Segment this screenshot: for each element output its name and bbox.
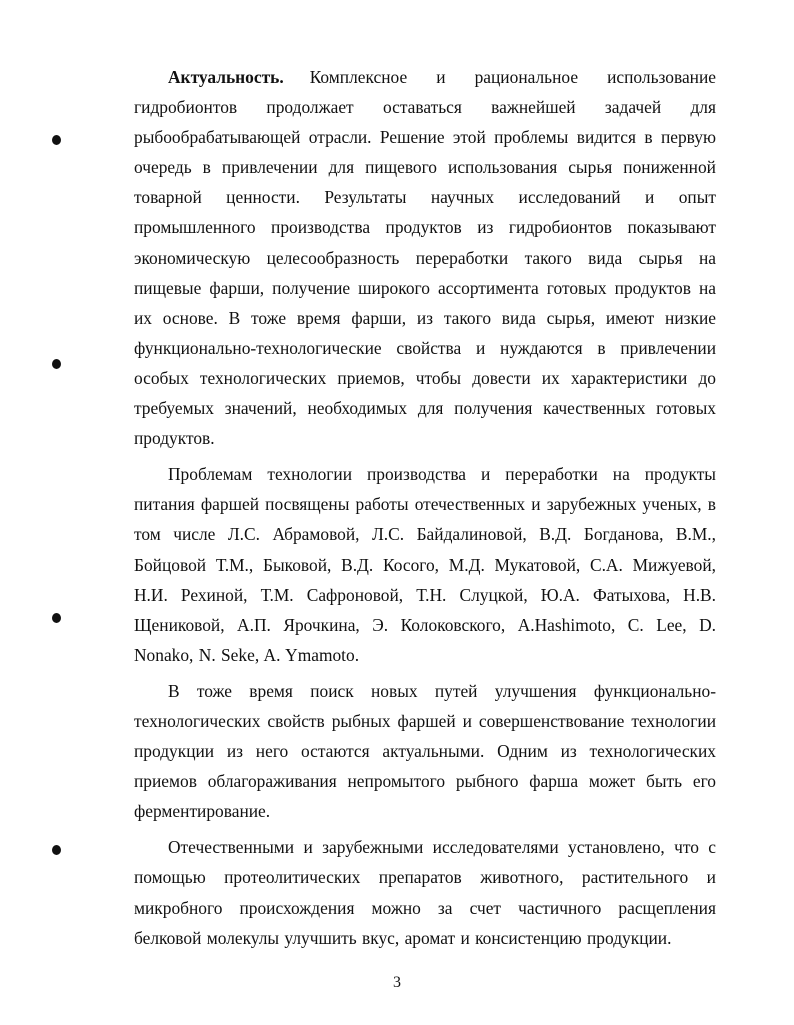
page-number: 3 bbox=[393, 974, 401, 991]
punch-hole-icon bbox=[52, 845, 61, 855]
punch-hole-icon bbox=[52, 135, 61, 145]
paragraph-proteolytic: Отечественными и зарубежными исследователями установлено, что с помощью протеолитических препаратов животного, растительного и микробного происхождения можно за счет частичного расщепления белковой молекулы улучшить вкус, аромат и консистенцию продукции. bbox=[134, 837, 716, 948]
paragraph-lead: Актуальность. bbox=[168, 67, 284, 87]
paragraph-fermentation: В тоже время поиск новых путей улучшения функционально-технологических свойств рыбных фаршей и совершенствование технологии продукции из него остаются актуальными. Одним из технологических приемов облагораживания непромытого рыбного фарша может быть его ферментирование. bbox=[134, 680, 716, 822]
punch-hole-icon bbox=[52, 359, 61, 369]
body-text bbox=[134, 62, 716, 953]
paragraph-text: Комплексное и рациональное использование гидробионтов продолжает оставаться важнейшей задачей для рыбообрабатывающей отрасли. Решение этой проблемы видится в первую очередь в привлечении для пищевого использования сырья пониженной товарной ценности. Результаты научных исследований и опыт промышленного производства продуктов из гидробионтов показывают экономическую целесообразность переработки такого вида сырья на пищевые фарши, получение широкого ассортимента готовых продуктов на их основе. В тоже время фарши, из такого вида сырья, имеют низкие функционально-технологические свойства и нуждаются в привлечении особых технологических приемов, чтобы довести их характеристики до требуемых значений, необходимых для получения качественных готовых продуктов. bbox=[134, 67, 716, 449]
paragraph-research-authors: Проблемам технологии производства и переработки на продукты питания фаршей посвящены работы отечественных и зарубежных ученых, в том числе Л.С. Абрамовой, Л.С. Байдалиновой, В.Д. Богданова, В.М., Бойцовой Т.М., Быковой, В.Д. Косого, М.Д. Мукатовой, С.А. Мижуевой, Н.И. Рехиной, Т.М. Сафроновой, Т.Н. Слуцкой, Ю.А. Фатыхова, Н.В. Щениковой, А.П. Ярочкина, Э. Колоковского, A.Hashimoto, C. Lee, D. Nonako, N. Seke, A. Ymamoto. bbox=[134, 464, 716, 665]
punch-hole-icon bbox=[52, 613, 61, 623]
paragraph-relevance bbox=[134, 62, 716, 453]
